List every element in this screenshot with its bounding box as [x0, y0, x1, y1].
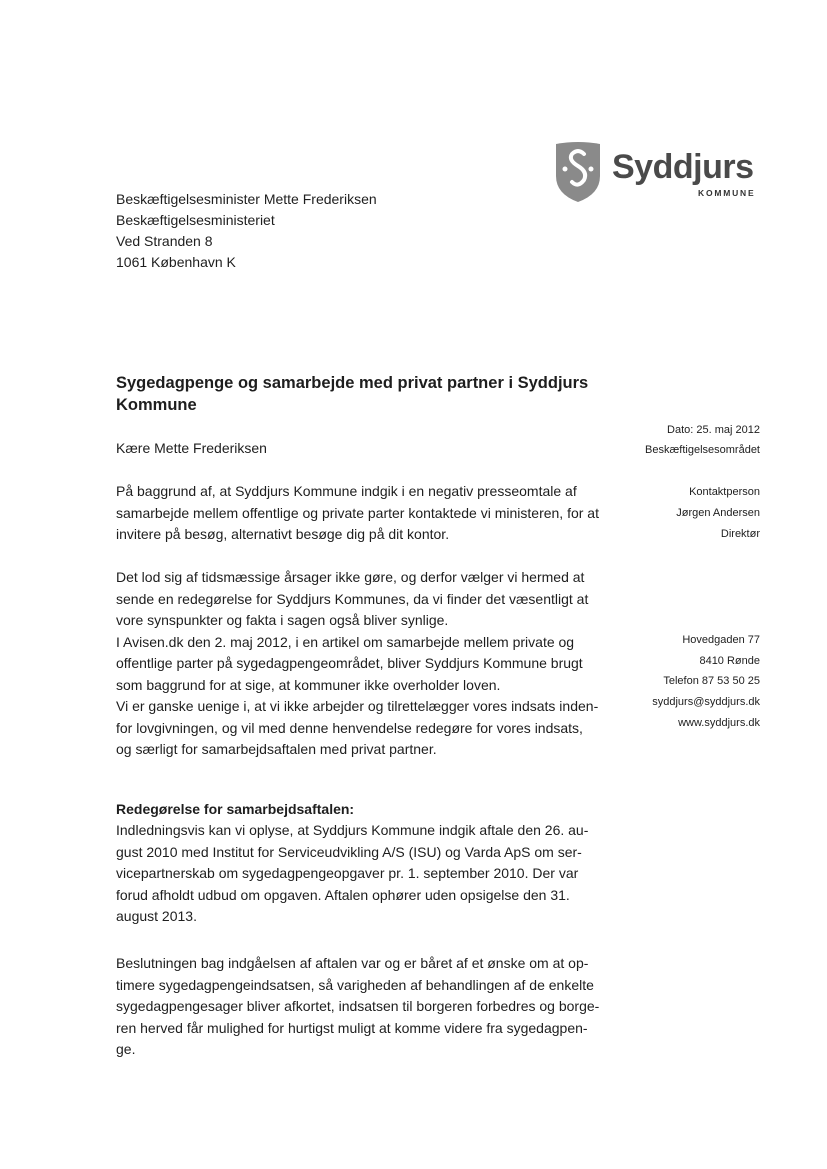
text-line: timere sygedagpengeindsatsen, så varigheden af behandlingen af de enkelte	[116, 976, 594, 993]
text-line: På baggrund af, at Syddjurs Kommune indgik i en negativ presseomtale af	[116, 483, 577, 499]
text-line: sende en redegørelse for Syddjurs Kommunes, da vi finder det væsentligt at	[116, 590, 589, 607]
text-line: vore synspunkter og fakta i sagen også bliver synlige.	[116, 612, 449, 628]
text-line: som baggrund for at sige, at kommuner ikke overholder loven.	[116, 676, 501, 693]
phone: Telefon 87 53 50 25	[663, 675, 760, 687]
salutation: Kære Mette Frederiksen	[116, 440, 267, 456]
text-line: ren herved får mulighed for hurtigst muligt at komme videre fra sygedagpen-	[116, 1019, 588, 1036]
street-address: Hovedgaden 77	[682, 634, 760, 646]
recipient-line: 1061 København K	[116, 254, 236, 270]
text-line: for lovgivningen, og vil med denne henvendelse redegøre for vores indsats,	[116, 719, 583, 736]
contact-title: Direktør	[720, 528, 760, 540]
text-line: august 2013.	[116, 908, 197, 924]
shield-icon	[553, 140, 603, 204]
text-line: Det lod sig af tidsmæssige årsager ikke gøre, og derfor vælger vi hermed at	[116, 569, 585, 585]
text-line: vicepartnerskab om sygedagpengeopgaver pr. 1. september 2010. Der var	[116, 865, 579, 881]
title-line: Kommune	[116, 396, 197, 414]
text-line: Vi er ganske uenige i, at vi ikke arbejder og tilrettelægger vores indsats inden-	[116, 698, 599, 714]
text-line: forud afholdt udbud om opgaven. Aftalen ophører uden opsigelse den 31.	[116, 886, 570, 903]
recipient-line: Ved Stranden 8	[116, 233, 213, 249]
recipient-line: Beskæftigelsesminister Mette Frederiksen	[116, 191, 377, 207]
website-link[interactable]: www.syddjurs.dk	[678, 717, 760, 729]
logo-wordmark: Syddjurs	[612, 148, 754, 186]
section-heading: Redegørelse for samarbejdsaftalen:	[116, 801, 355, 817]
text-line: offentlige parter på sygedagpengeområdet, bliver Syddjurs Kommune brugt	[116, 655, 583, 671]
date: Dato: 25. maj 2012	[667, 424, 760, 436]
contact-label: Kontaktperson	[689, 486, 760, 498]
text-line: og særligt for samarbejdsaftalen med privat partner.	[116, 741, 437, 757]
text-line: gust 2010 med Institut for Serviceudvikling A/S (ISU) og Varda ApS om ser-	[116, 843, 582, 860]
text-line: samarbejde mellem offentlige og private parter kontaktede vi ministeren, for at	[116, 504, 599, 521]
department: Beskæftigelsesområdet	[645, 444, 760, 456]
logo-subtitle: KOMMUNE	[698, 188, 756, 198]
text-line: I Avisen.dk den 2. maj 2012, i en artikel om samarbejde mellem private og	[116, 633, 575, 650]
text-line: ge.	[116, 1041, 136, 1057]
text-line: invitere på besøg, alternativt besøge dig på dit kontor.	[116, 526, 450, 542]
contact-name: Jørgen Andersen	[676, 507, 760, 519]
text-line: Beslutningen bag indgåelsen af aftalen var og er båret af et ønske om at op-	[116, 955, 589, 971]
title-line: Sygedagpenge og samarbejde med privat partner i Syddjurs	[116, 374, 589, 392]
email-link[interactable]: syddjurs@syddjurs.dk	[652, 696, 760, 708]
text-line: Indledningsvis kan vi oplyse, at Syddjurs Kommune indgik aftale den 26. au-	[116, 822, 589, 838]
postal-city: 8410 Rønde	[699, 655, 760, 667]
text-line: sygedagpengesager bliver afkortet, indsatsen til borgeren forbedres og borge-	[116, 998, 600, 1014]
recipient-line: Beskæftigelsesministeriet	[116, 212, 275, 228]
